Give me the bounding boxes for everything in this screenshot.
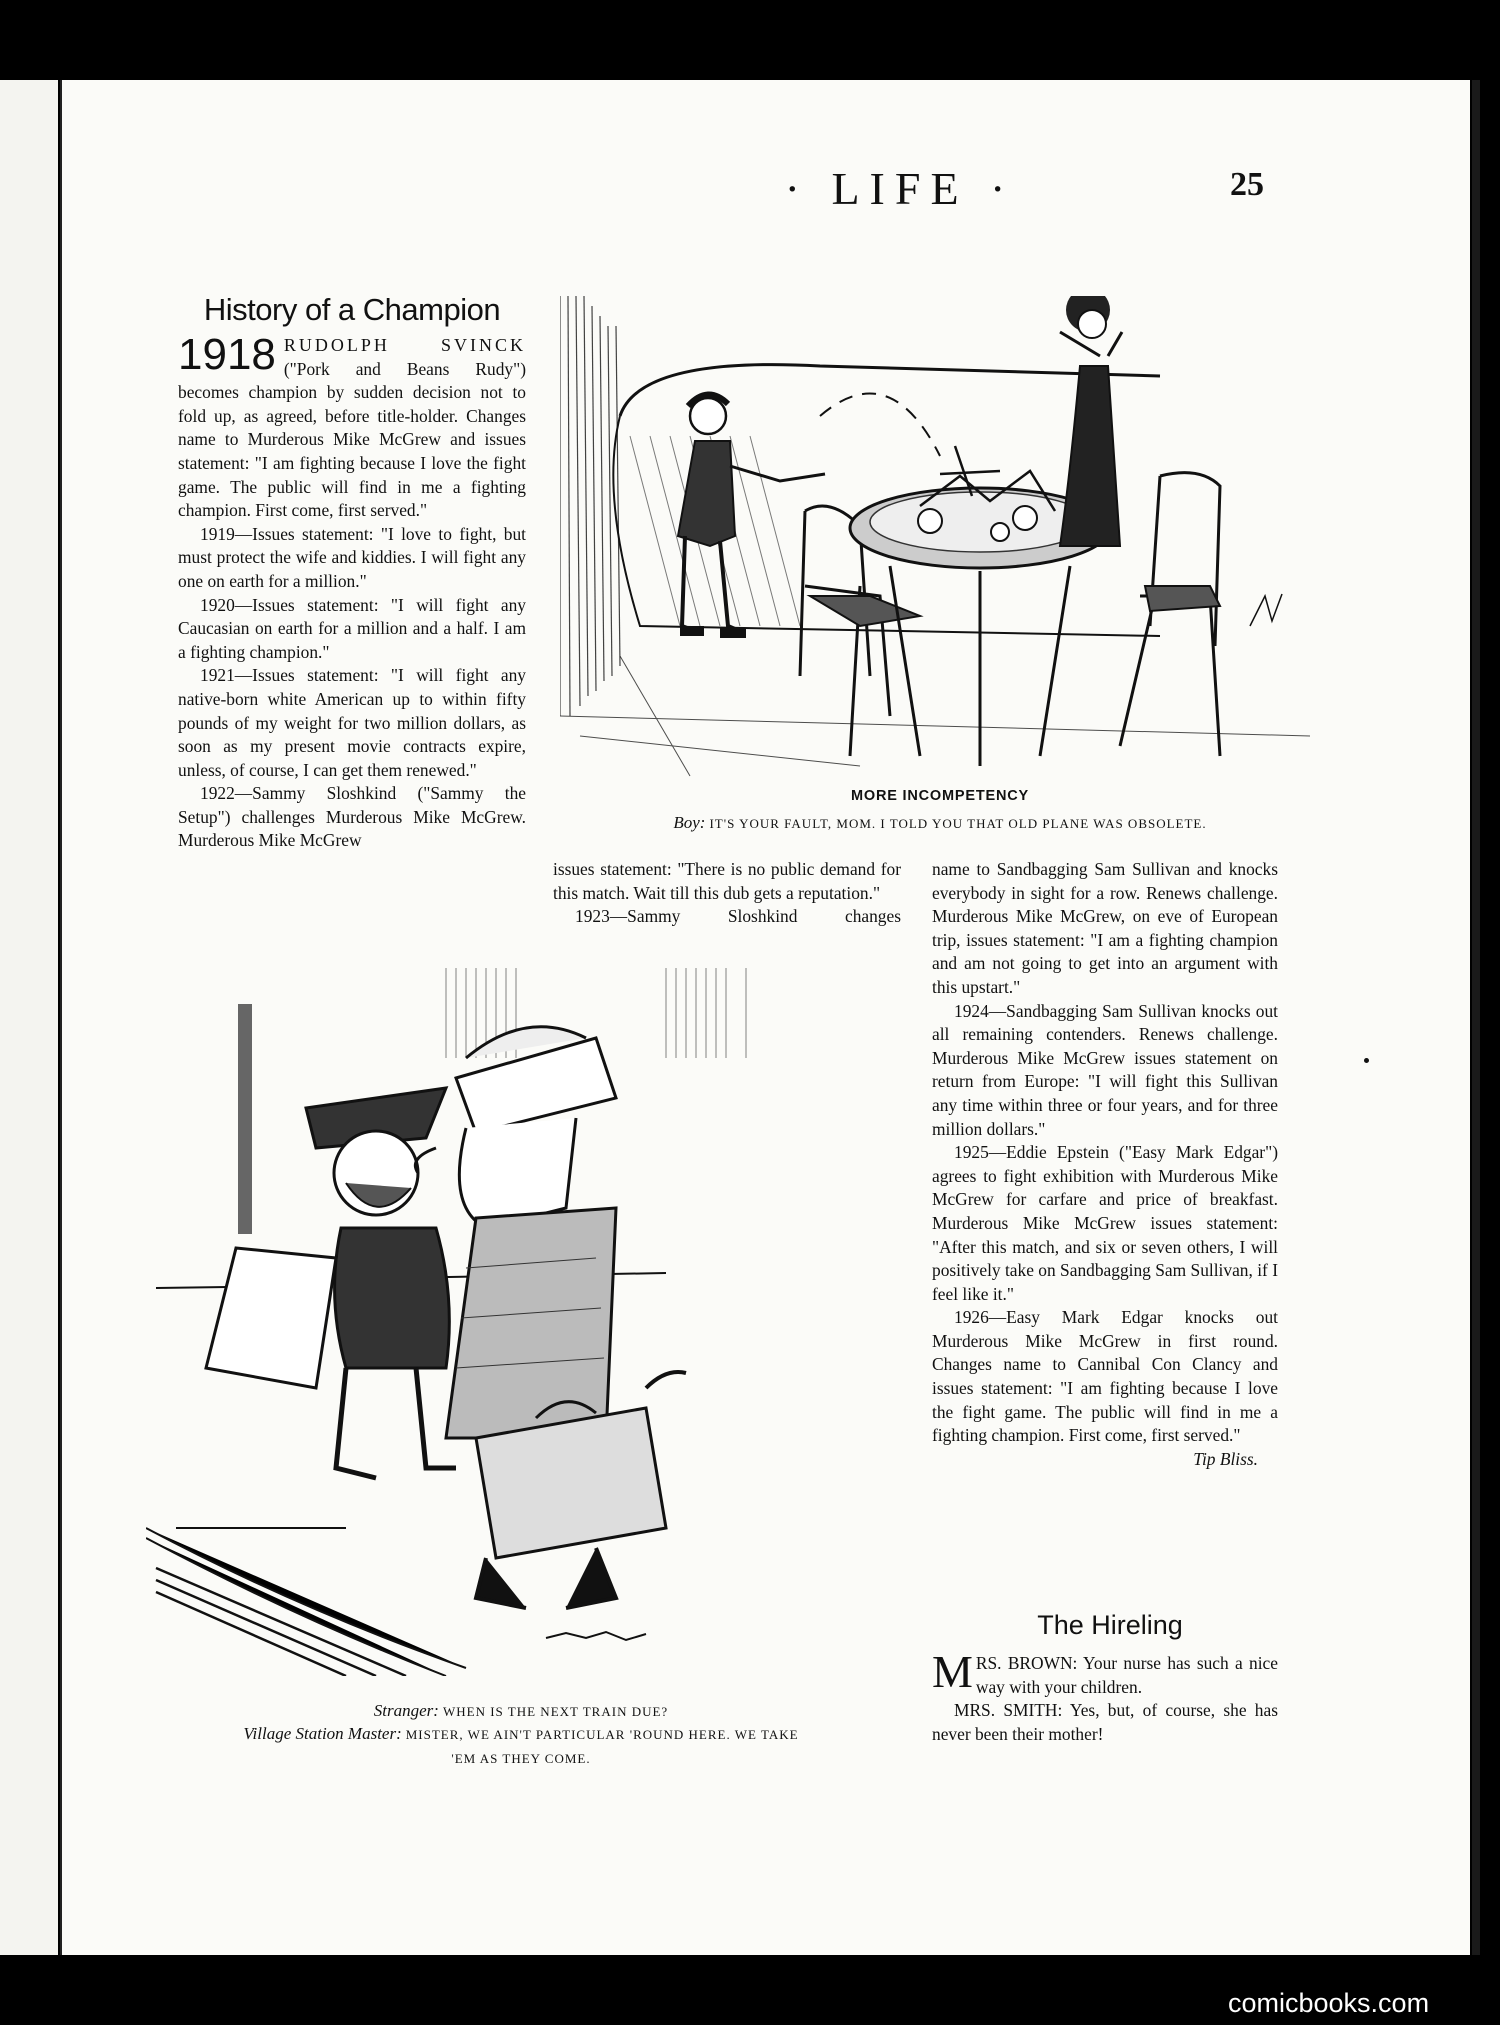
page-edge — [1472, 80, 1480, 1955]
watermark: comicbooks.com — [1228, 1988, 1430, 2018]
cartoon-bottom-caption-2 — [146, 1723, 896, 1746]
hireling-paragraph-1-text: RS. BROWN: Your nurse has such a nice way with your children. — [975, 1653, 1278, 1697]
article-column-3 — [932, 858, 1278, 1471]
cartoon-bottom-line-1: WHEN IS THE NEXT TRAIN DUE? — [442, 1704, 669, 1719]
author-signature: Tip Bliss. — [1193, 1448, 1258, 1469]
masthead: · LIFE · — [784, 163, 1016, 214]
paragraph-1922: 1922—Sammy Sloshkind ("Sammy the Setup") challenges Murderous Mike McGrew. Murderous Mike McGrew — [178, 783, 526, 851]
champion-name: RUDOLPH SVINCK — [283, 335, 526, 355]
paragraph-1926 — [932, 1306, 1278, 1469]
hireling-title: The Hireling — [1037, 1610, 1183, 1640]
paragraph-1918-text: ("Pork and Beans Rudy") becomes champion by sudden decision not to fold up, as agreed, before title-holder. Changes name to Murderous Mike McGrew and issues statement: "I am fighting because I love the fight game. The public will find in me a fighting champion. First come, first served." — [178, 358, 526, 521]
article-column-2 — [553, 858, 901, 929]
cartoon-train-station-illustration — [146, 968, 896, 1676]
page-number: 25 — [1230, 166, 1264, 203]
cartoon-top-title: MORE INCOMPETENCY — [851, 788, 1029, 804]
paragraph-1922-cont: issues statement: "There is no public demand for this match. Wait till this dub gets a reputation." — [553, 859, 901, 903]
paragraph-1921: 1921—Issues statement: "I will fight any native-born white American up to within fifty pounds of my weight for two million dollars, as soon as my present movie contracts expire, unless, of course, I can get them renewed." — [178, 665, 526, 780]
cartoon-restaurant-illustration — [560, 296, 1310, 784]
paragraph-1920: 1920—Issues statement: "I will fight any Caucasian on earth for a million and a half. I am a fighting champion." — [178, 594, 526, 662]
adjacent-page-strip — [0, 80, 58, 1955]
paragraph-1925: 1925—Eddie Epstein ("Easy Mark Edgar") agrees to fight exhibition with Murderous Mike McGrew for carfare and price of breakfast. Murderous Mike McGrew issues statement: "After this match, and six or seven others, I will positively take on Sandbagging Sam Sullivan, if I feel like it." — [932, 1142, 1278, 1304]
paragraph-1923: 1923—Sammy Sloshkind changes — [575, 906, 901, 927]
year-drop-cap: 1918 — [178, 330, 276, 379]
hireling-column — [932, 1646, 1278, 1746]
cartoon-top-line: IT'S YOUR FAULT, MOM. I TOLD YOU THAT OLD PLANE WAS OBSOLETE. — [709, 816, 1207, 831]
article-title: History of a Champion — [203, 292, 501, 327]
cartoon-top-speaker: Boy: — [673, 813, 706, 832]
paragraph-1918 — [178, 330, 526, 523]
paragraph-1923-cont: name to Sandbagging Sam Sullivan and knocks everybody in sight for a row. Renews challenge. Murderous Mike McGrew, on eve of European trip, issues statement: "I am a fighting champion and am not going to get into an argument with this upstart." — [932, 859, 1278, 997]
hireling-drop-cap: M — [932, 1646, 973, 1697]
cartoon-bottom-line-2b: 'EM AS THEY COME. — [451, 1751, 591, 1766]
paragraph-1926-text: 1926—Easy Mark Edgar knocks out Murderous Mike McGrew in first round. Changes name to Cannibal Con Clancy and issues statement: "I am fighting because I love the fight game. The public will find in me a fighting champion. First come, first served." — [932, 1307, 1278, 1446]
cartoon-bottom-caption-1 — [146, 1700, 896, 1723]
cartoon-top-caption — [560, 812, 1320, 835]
paragraph-1919: 1919—Issues statement: "I love to fight, but must protect the wife and kiddies. I will fight any one on earth for a million." — [178, 523, 526, 591]
hireling-paragraph-1 — [932, 1646, 1278, 1699]
cartoon-bottom-speaker-1: Stranger: — [373, 1701, 439, 1720]
article-column-1 — [178, 330, 526, 853]
cartoon-bottom-line-2a: MISTER, WE AIN'T PARTICULAR 'ROUND HERE. WE TAKE — [405, 1727, 799, 1742]
cartoon-bottom-caption-3 — [146, 1748, 896, 1770]
page-speck — [1364, 1058, 1369, 1063]
hireling-paragraph-2: MRS. SMITH: Yes, but, of course, she has never been their mother! — [932, 1700, 1278, 1744]
paragraph-1924: 1924—Sandbagging Sam Sullivan knocks out all remaining contenders. Renews challenge. Murderous Mike McGrew issues statement on return from Europe: "I will fight this Sullivan any time within three or four years, and for three million dollars." — [932, 1000, 1278, 1139]
cartoon-bottom-speaker-2: Village Station Master: — [243, 1724, 402, 1743]
